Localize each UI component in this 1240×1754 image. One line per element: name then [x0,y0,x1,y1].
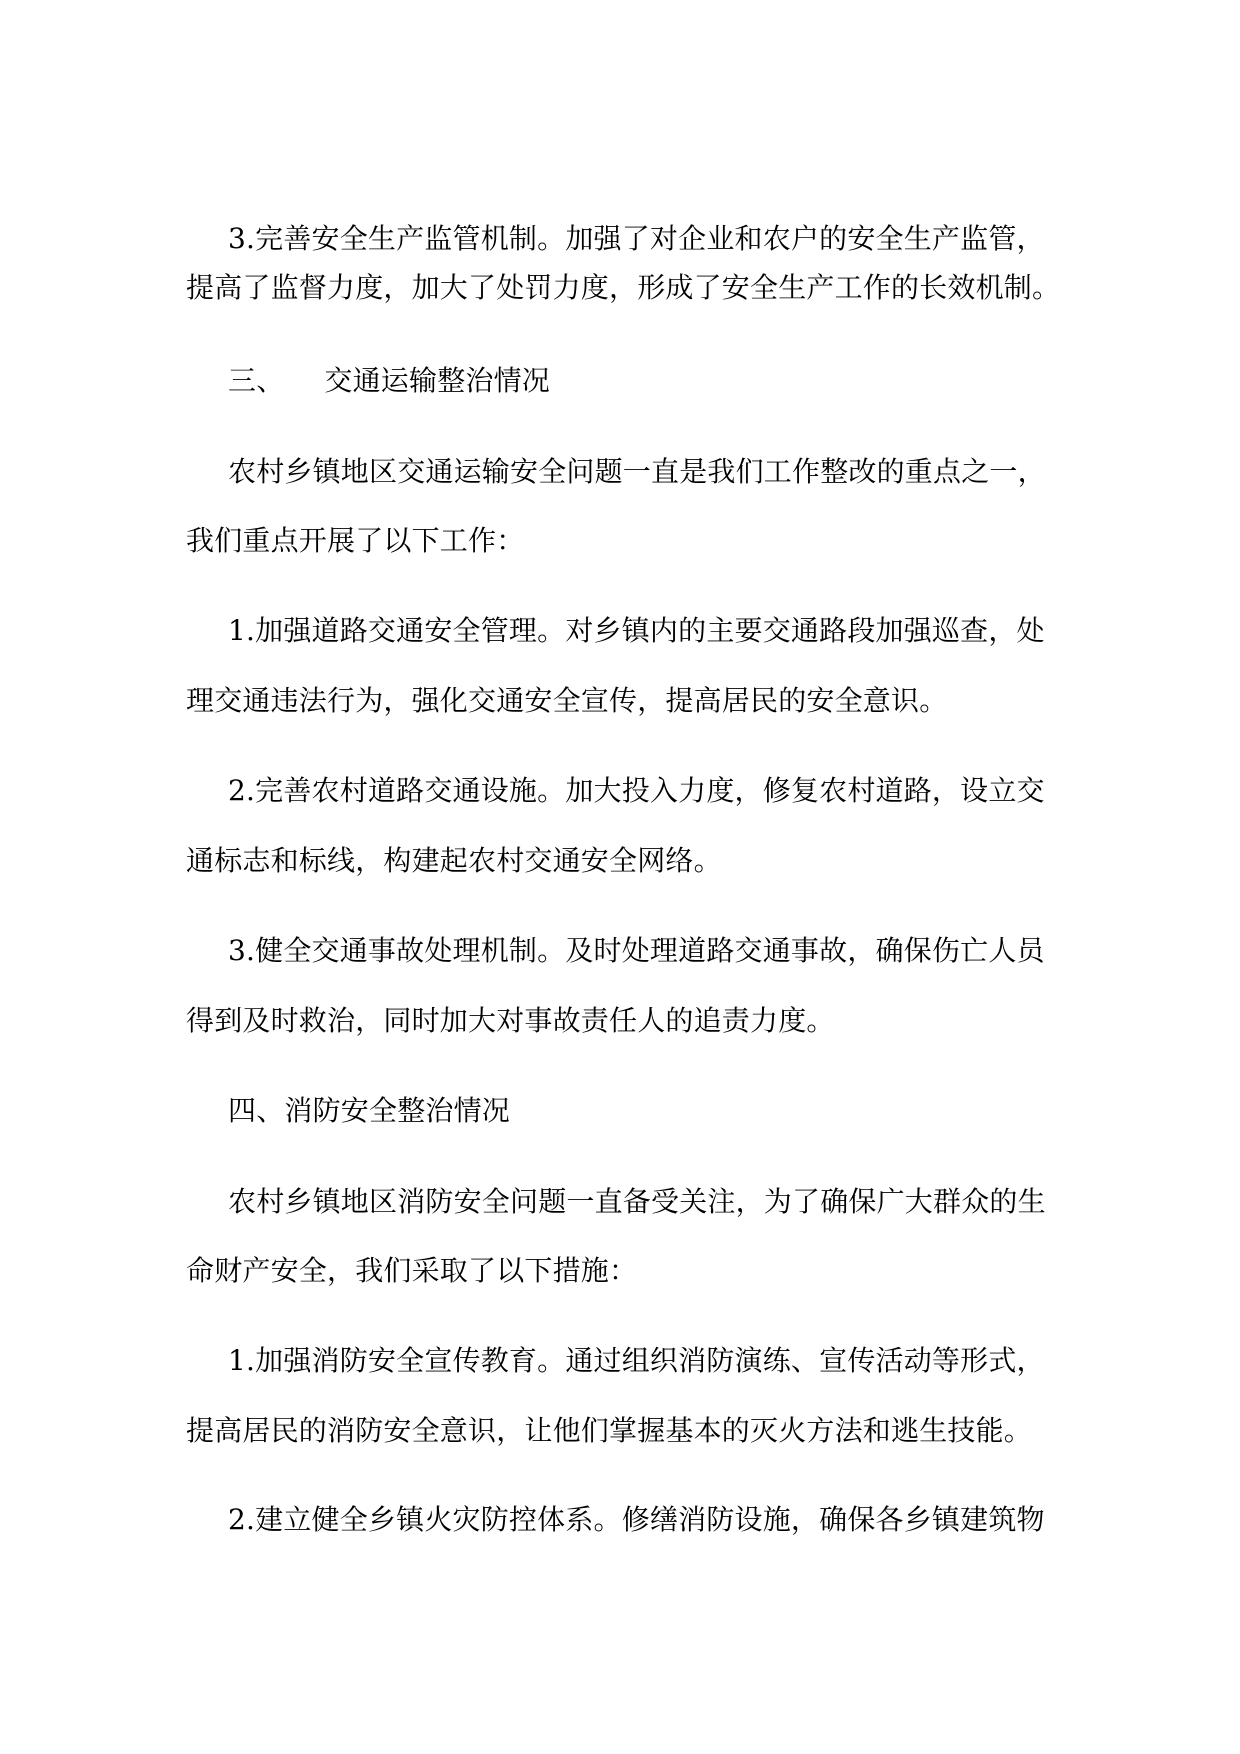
paragraph-line: 3.健全交通事故处理机制。及时处理道路交通事故，确保伤亡人员 [228,934,1045,967]
section-title: 交通运输整治情况 [324,364,551,397]
paragraph-line: 我们重点开展了以下工作： [186,524,525,557]
paragraph-line: 2.完善农村道路交通设施。加大投入力度，修复农村道路，设立交 [228,774,1045,807]
paragraph-line: 2.建立健全乡镇火灾防控体系。修缮消防设施，确保各乡镇建筑物 [228,1503,1045,1536]
paragraph-line: 得到及时救治，同时加大对事故责任人的追责力度。 [186,1004,835,1037]
section-number: 三、 [228,364,285,397]
paragraph-line: 命财产安全，我们采取了以下措施： [186,1254,638,1287]
paragraph-line: 理交通违法行为，强化交通安全宣传，提高居民的安全意识。 [186,684,948,717]
section-heading: 四、消防安全整治情况 [228,1094,511,1127]
paragraph-line: 提高了监督力度，加大了处罚力度，形成了安全生产工作的长效机制。 [186,271,1061,304]
paragraph-line: 1.加强消防安全宣传教育。通过组织消防演练、宣传活动等形式， [228,1344,1045,1377]
paragraph-line: 农村乡镇地区交通运输安全问题一直是我们工作整改的重点之一， [228,455,1046,488]
paragraph-line: 通标志和标线，构建起农村交通安全网络。 [186,844,722,877]
paragraph-line: 3.完善安全生产监管机制。加强了对企业和农户的安全生产监管， [228,222,1045,255]
paragraph-line: 提高居民的消防安全意识，让他们掌握基本的灭火方法和逃生技能。 [186,1414,1033,1447]
paragraph-line: 农村乡镇地区消防安全问题一直备受关注，为了确保广大群众的生 [228,1185,1046,1218]
section-heading [228,361,1108,401]
paragraph-line: 1.加强道路交通安全管理。对乡镇内的主要交通路段加强巡查，处 [228,614,1045,647]
